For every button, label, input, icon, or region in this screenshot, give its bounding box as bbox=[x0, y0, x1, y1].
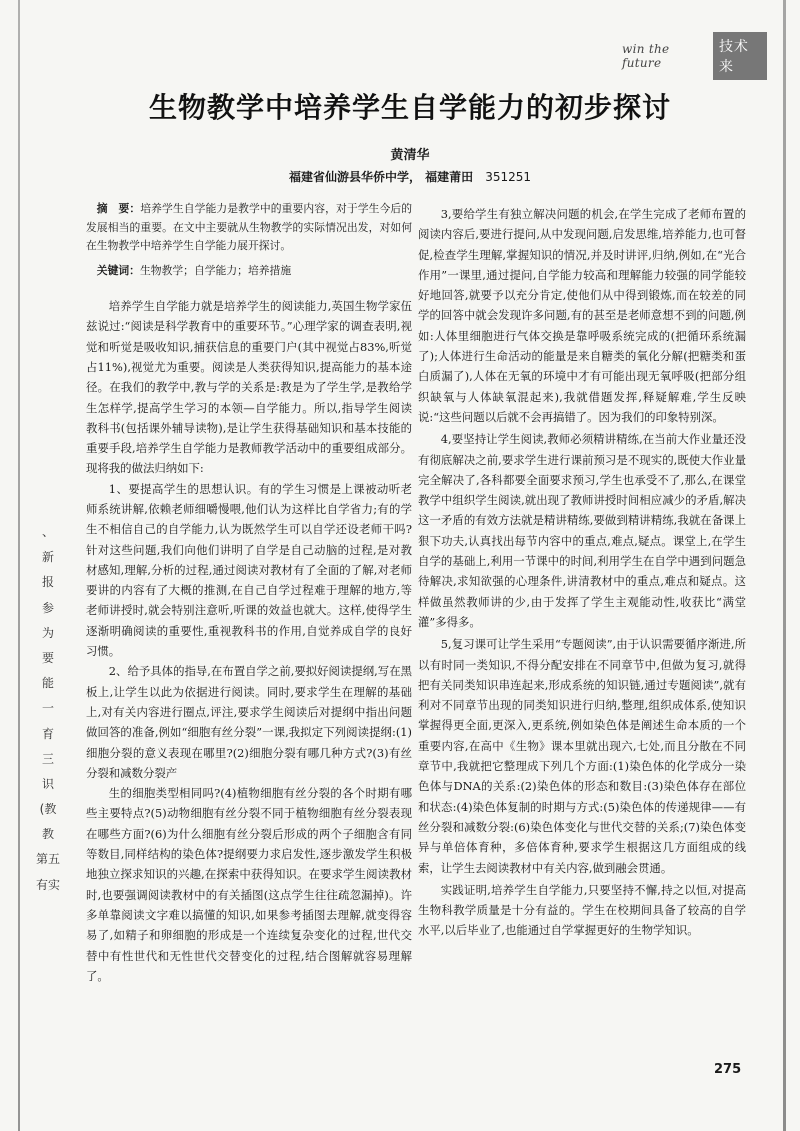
margin-char: 能 bbox=[41, 676, 54, 691]
keywords-text: 生物教学；自学能力；培养措施 bbox=[139, 263, 292, 277]
left-column bbox=[86, 200, 412, 986]
keywords-label: 关键词： bbox=[96, 263, 140, 277]
margin-char: 有实 bbox=[36, 877, 61, 892]
margin-bleed-text bbox=[36, 520, 60, 898]
paragraph: 1、要提高学生的思想认识。有的学生习惯是上课被动听老师系统讲解,依赖老师细嚼慢喂,他们认为这样比自学省力;有的学生不相信自己的自学能力,认为既然学生可以自学还设老师干吗?针对这些问题,我们向他们讲明了自学是自己动脑的过程,是对教材感知,理解,分析的过程,通过阅读对教材有了全面的了解,对老师要讲的内容有了大概的推测,在自己自学过程难于理解的地方,等老师讲授时,就会特别注意听,听课的效益也就大。这样,使得学生逐渐明确阅读的重要性,重视教科书的作用,自觉养成自学的良好习惯。 bbox=[86, 481, 412, 659]
margin-char: 育 bbox=[41, 726, 54, 741]
margin-char: 一 bbox=[41, 701, 54, 716]
margin-char: 第五 bbox=[36, 852, 61, 867]
author-name: 黄清华 bbox=[390, 148, 430, 163]
paragraph: 实践证明,培养学生自学能力,只要坚持不懈,持之以恒,对提高生物科教学质量是十分有益的。学生在校期间具备了较高的自学水平,以后毕业了,也能通过自学掌握更好的生物学知识。 bbox=[418, 882, 746, 938]
paragraph: 生的细胞类型相同吗?(4)植物细胞有丝分裂的各个时期有哪些主要特点?(5)动物细胞有丝分裂不同于植物细胞有丝分裂表现在哪些方面?(6)为什么细胞有丝分裂后形成的两个子细胞含有同等数目,同样结构的染色体?提纲要力求启发性,逐步激发学生积极地独立探求知识的兴趣,在探索中获得知识。在要求学生阅读教材时,也要强调阅读教材中的有关插图(这点学生往往疏忽漏掉)。许多单靠阅读文字难以搞懂的知识,如果参考插图去理解,就变得容易了,如精子和卵细胞的形成是一个连续复杂变化的过程,世代交替中有性世代和无性世代交替变化的过程,结合图解就容易理解了。 bbox=[86, 786, 412, 983]
margin-char: 参 bbox=[41, 600, 54, 615]
margin-char: 报 bbox=[41, 575, 54, 590]
paragraph: 2、给予具体的指导,在布置自学之前,要拟好阅读提纲,写在黑板上,让学生以此为依据进行阅读。同时,要求学生在理解的基础上,对有关内容进行圈点,评注,要求学生阅读后对提纲中指出问题做回答的准备,例如“细胞有丝分裂”一课,我拟定下列阅读提纲:(1)细胞分裂的意义表现在哪里?(2)细胞分裂有哪几种方式?(3)有丝分裂和减数分裂产 bbox=[86, 664, 412, 780]
margin-char: 教 bbox=[41, 827, 54, 842]
abstract-text: 培养学生自学能力是教学中的重要内容，对于学生今后的发展相当的重要。在文中主要就从生物教学的实际情况出发，对如何在生物教学中培养学生自学能力展开探讨。 bbox=[86, 202, 413, 253]
banner-text: win the future bbox=[622, 42, 670, 70]
paragraph: 5,复习课可让学生采用“专题阅读”,由于认识需要循序渐进,所以有时同一类知识,不得分配安排在不同章节中,但做为复习,就得把有关同类知识串连起来,形成系统的知识链,通过专题阅读”,就有利对不同章节出现的同类知识进行归纳,整理,组织成体系,使知识掌握得更全面,更深入,更系统,例如染色体是阐述生命本质的一个重要内容,在高中《生物》课本里就出现六,七处,而且分散在不同章节中,我就把它整理成下列几个方面:(1)染色体的化学成分一染色体与DNA的关系:(2)染色体的形态和数目:(3)染色体存在部位和状态:(4)染色体复制的时期与方式:(5)染色体的传递规律——有丝分裂和减数分裂:(6)染色体变化与世代交替的关系;(7)染色体变异与单倍体育种，多倍体育种,要求学生根据这几方面组成的线索，让学生去阅读教材中有关内容,做到融会贯通。 bbox=[418, 637, 746, 875]
left-body bbox=[86, 296, 412, 986]
margin-char: 要 bbox=[41, 650, 54, 665]
affiliation-zip: 351251 bbox=[485, 170, 531, 184]
page-number: 275 bbox=[714, 1062, 742, 1077]
margin-char: 、 bbox=[41, 525, 54, 539]
margin-char: 新 bbox=[41, 550, 54, 565]
paragraph: 3,要给学生有独立解决问题的机会,在学生完成了老师布置的阅读内容后,要进行提问,从中发现问题,启发思维,培养能力,也可督促,检查学生理解,掌握知识的情况,并及时讲评,归纳,例如,在“光合作用”一课里,通过提问,自学能力较高和理解能力较强的同学能较好地回答,就要予以充分肯定,使他们从中得到锻炼,而在较差的同学的回答中就会发现许多问题,有的甚至是老师意想不到的问题,例如:人体里细胞进行气体交换是靠呼吸系统完成的(把循环系统漏了);人体进行生命活动的能量是来自糖类的氧化分解(把糖类和蛋白质漏了),人体在无氧的环境中才有可能出现无氧呼吸(把部分组织缺氧与人体缺氧混起来),我就借题发挥,释疑解难,学生反映说:“这些问题以后就不会再搞错了。因为我们的印象特别深。 bbox=[418, 207, 746, 424]
margin-char: 识 bbox=[41, 776, 54, 791]
keywords bbox=[86, 262, 412, 280]
margin-char: 三 bbox=[41, 751, 54, 766]
right-body bbox=[418, 204, 746, 941]
banner-box: 技术来 bbox=[713, 32, 767, 80]
abstract-label: 摘 要： bbox=[96, 202, 141, 215]
abstract bbox=[86, 200, 412, 256]
article-title: 生物教学中培养学生自学能力的初步探讨 bbox=[148, 91, 671, 124]
section-banner bbox=[622, 39, 767, 75]
paragraph: 4,要坚持让学生阅读,教师必须精讲精练,在当前大作业量还没有彻底解决之前,要求学生进行课前预习是不现实的,既使大作业量完全解决了,各科都要全面要求预习,学生也承受不了,那么,在课堂教学中组织学生阅读,就出现了教师讲授时间相应减少的矛盾,解决这一矛盾的有效方法就是精讲精练,要做到精讲精练,我就在备课上狠下功夫,认真找出每节内容中的重点,难点,疑点。课堂上,在学生自学的基础上,利用一节课中的时间,利用学生在自学中遇到问题急待解决,求知欲强的心理条件,讲清教材中的重点,难点和疑点。这样做虽然教师讲的少,由于发挥了学生主观能动性,收获比“满堂灌”多得多。 bbox=[418, 432, 746, 629]
margin-char: (教 bbox=[39, 802, 57, 817]
affiliation-org: 福建省仙游县华侨中学， 福建莆田 bbox=[289, 170, 474, 184]
margin-char: 为 bbox=[41, 625, 54, 640]
right-column bbox=[418, 204, 746, 943]
author-affiliation bbox=[60, 168, 760, 185]
paragraph: 培养学生自学能力就是培养学生的阅读能力,英国生物学家伍兹说过:“阅读是科学教育中的重要环节。”心理学家的调查表明,视觉和听觉是吸收知识,捕获信息的重要门户(其中视觉占83%,听觉占11%),视觉尤为重要。阅读是人类获得知识,提高能力的基本途径。在我们的教学中,教与学的关系是:教是为了学生学,是教给学生怎样学,提高学生学习的本领—自学能力。所以,指导学生阅读教科书(包括课外辅导读物),是让学生获得基础知识和基本技能的重要手段,培养学生自学能力是教师教学活动中的重要组成部分。现将我的做法归纳如下: bbox=[86, 299, 412, 476]
